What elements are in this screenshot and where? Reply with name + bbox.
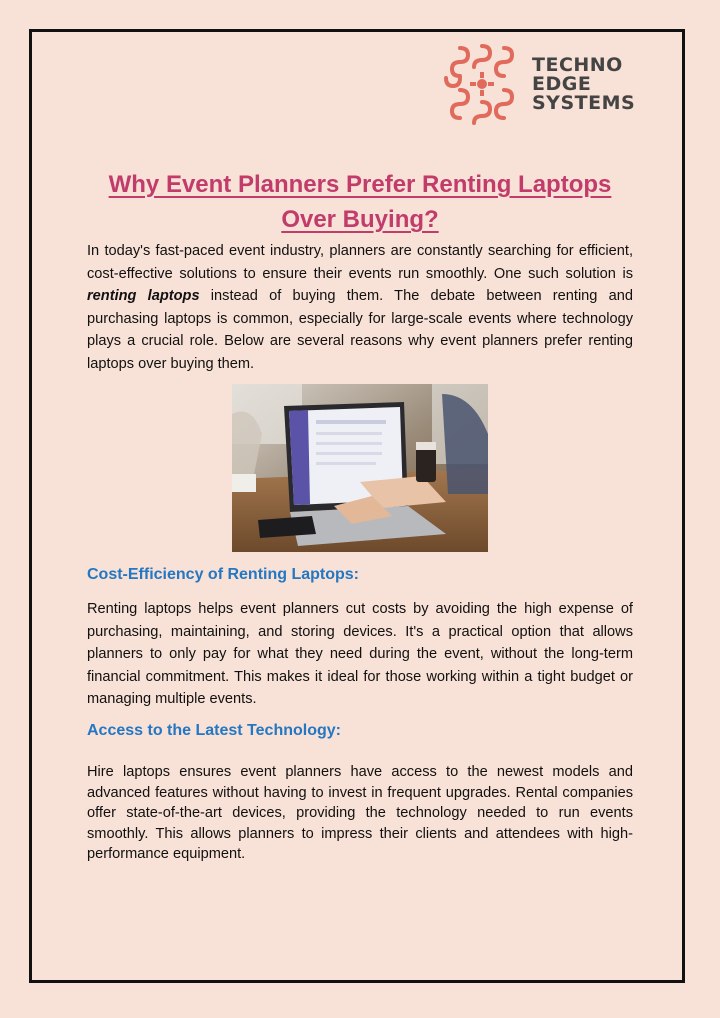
section-body-cost-efficiency: Renting laptops helps event planners cut costs by avoiding the high expense of purchasing, maintaining, and storing devices. It's a practical option that allows planners to only pay for what they need during the event, without the long-term financial commitment. This makes it ideal for those working within a tight budget or managing multiple events. <box>87 601 633 708</box>
laptop-photo <box>232 384 488 552</box>
intro-text-start: In today's fast-paced event industry, planners are constantly searching for efficient, cost-effective solutions to ensure their events run smoothly. One such solution is <box>87 243 633 282</box>
section-body-latest-technology: Hire laptops ensures event planners have access to the newest models and advanced features without having to invest in frequent upgrades. Rental companies offer state-of-the-art devices, providing the technology needed to run events smoothly. This allows planners to impress their clients and attendees with high-performance equipment. <box>87 764 633 863</box>
intro-text-end: instead of buying them. The debate between renting and purchasing laptops is common, especially for large-scale events where technology plays a crucial role. Below are several reasons why event planners prefer renting laptops over buying them. <box>87 288 633 372</box>
logo-line-systems: SYSTEMS <box>532 91 636 114</box>
page-title <box>86 167 634 237</box>
intro-paragraph <box>87 240 633 376</box>
section-heading-cost-efficiency: Cost-Efficiency of Renting Laptops: <box>87 566 359 583</box>
title-line-2: Over Buying? <box>281 206 439 233</box>
logo-line-techno: TECHNO <box>532 53 623 76</box>
title-line-1: Why Event Planners Prefer Renting Laptops <box>108 171 612 198</box>
section-heading-latest-technology: Access to the Latest Technology: <box>87 722 341 739</box>
company-logo <box>440 42 635 126</box>
logo-line-edge: EDGE <box>532 72 592 95</box>
intro-emphasis: renting laptops <box>87 288 200 305</box>
logo-wordmark <box>532 53 636 114</box>
techno-edge-logo-icon <box>440 42 524 126</box>
